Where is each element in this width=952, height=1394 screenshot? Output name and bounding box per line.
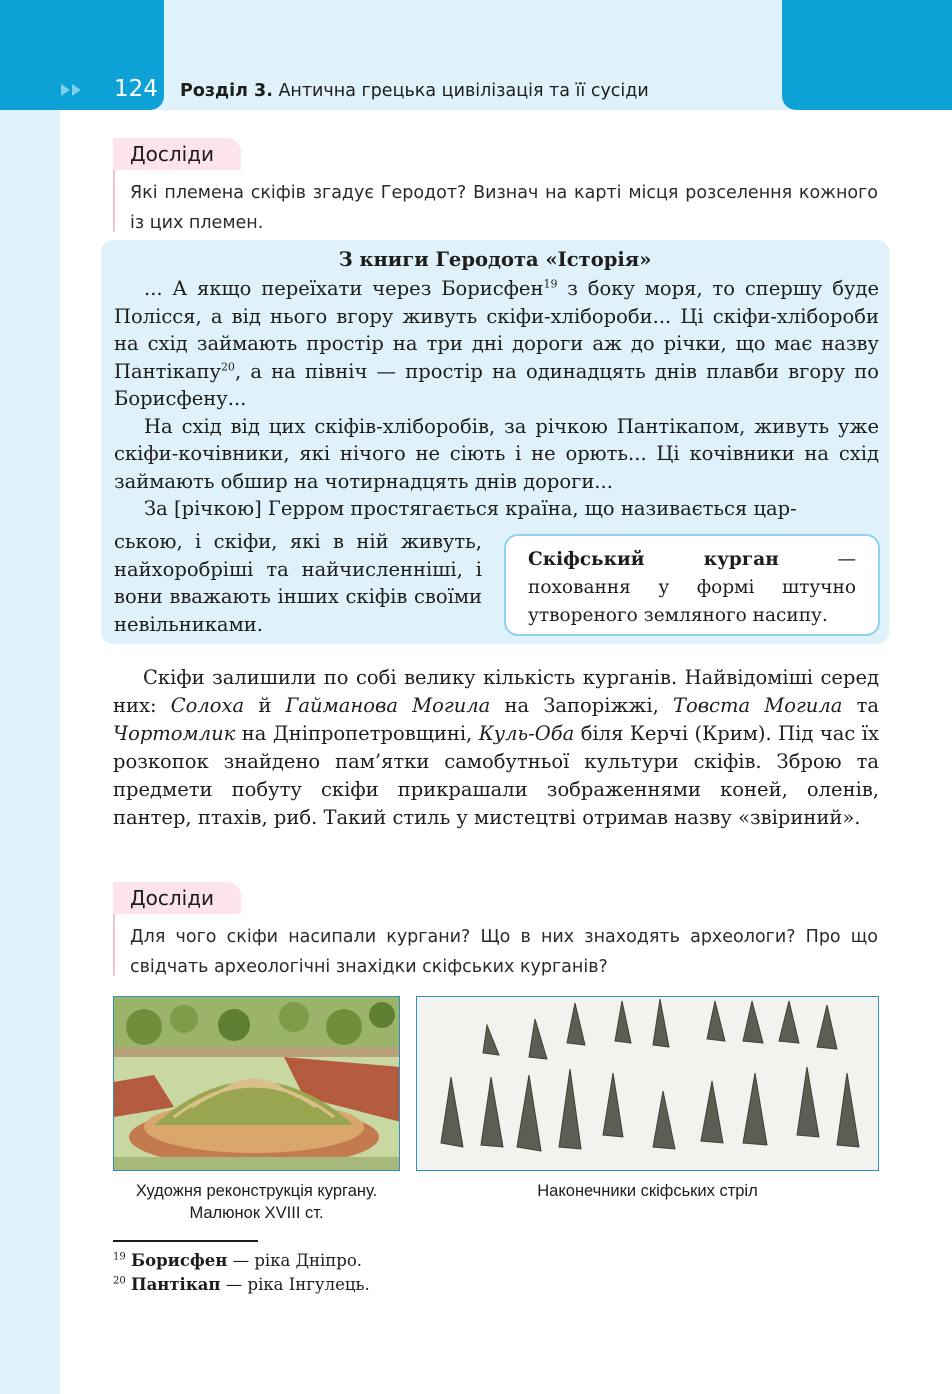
text-run: біля Керчі (Крим). Під час їх розкопок знайдено пам’ятки самобутньої культури скіфів. Зброю та предмети побуту скіфи прикрашали зображеннями коней, оленів, пантер, птахів, риб. Такий стиль у мистецтві отримав назву «звіриний». bbox=[113, 722, 879, 829]
footnote-number: 19 bbox=[113, 1251, 126, 1263]
footnote-number: 20 bbox=[113, 1275, 126, 1287]
page-number: 124 bbox=[114, 76, 158, 102]
caption-line: Малюнок XVIII ст. bbox=[189, 1204, 324, 1222]
section-title bbox=[180, 81, 649, 101]
research-question: Які племена скіфів згадує Геродот? Визнач на карті місця розселення кожного із цих племен. bbox=[130, 183, 878, 233]
text-run: й bbox=[244, 694, 286, 717]
arrowheads-drawing bbox=[417, 997, 879, 1171]
kurgan-name: Солоха bbox=[170, 694, 245, 717]
research-bar bbox=[113, 914, 115, 976]
kurgan-reconstruction-image bbox=[113, 996, 400, 1171]
header-tab-right bbox=[782, 0, 952, 110]
kurgan-name: Гайманова Могила bbox=[285, 694, 491, 717]
quote-paragraphs bbox=[114, 275, 879, 523]
footnote-text: — ріка Дніпро. bbox=[227, 1251, 363, 1270]
research-label: Досліди bbox=[113, 138, 241, 170]
footnote-ref: 19 bbox=[543, 277, 558, 291]
kurgan-name: Товста Могила bbox=[672, 694, 843, 717]
kurgan-drawing bbox=[114, 997, 400, 1171]
quote-text: ... А якщо переїхати через Борисфен bbox=[144, 277, 544, 300]
main-text bbox=[113, 664, 879, 832]
research-label: Досліди bbox=[113, 882, 241, 914]
quote-text: , а на північ — простір на одинадцять днів плавби вгору по Борисфену... bbox=[114, 359, 879, 410]
quote-paragraph-3a: За [річкою] Герром простягається країна, що називається цар- bbox=[144, 497, 797, 520]
text-run: на Дніпропетровщині, bbox=[235, 722, 479, 745]
herodotus-quote-box bbox=[101, 240, 889, 644]
kurgan-caption bbox=[113, 1180, 400, 1224]
kurgan-name: Чортомлик bbox=[113, 722, 236, 745]
footnote-ref: 20 bbox=[220, 360, 235, 373]
arrowheads-caption: Наконечники скіфських стріл bbox=[537, 1182, 758, 1200]
main-paragraph bbox=[113, 664, 879, 832]
definition-term: Скіфський курган bbox=[528, 549, 779, 570]
caption-line: Художня реконструкція кургану. bbox=[135, 1182, 378, 1200]
side-strip bbox=[0, 0, 60, 1394]
quote-paragraph-2: На схід від цих скіфів-хліборобів, за річкою Пантікапом, живуть уже скіфи-кочівники, які нічого не сіють і не орють... Ці кочівники на схід займають обшир на чотирнадцять днів дороги... bbox=[114, 414, 879, 493]
quote-paragraph-3b: ською, і скіфи, які в ній живуть, найхоробріші та найчисленніші, і вони вважають інших скіфів своїми невільниками. bbox=[114, 530, 482, 636]
research-question: Для чого скіфи насипали кургани? Що в них знаходять археологи? Про що свідчать археологічні знахідки скіфських курганів? bbox=[130, 927, 878, 977]
definition-text: — поховання у формі штучно утвореного земляного насипу. bbox=[528, 549, 856, 626]
footnote-term: Пантікап bbox=[130, 1275, 221, 1294]
research-card-1 bbox=[113, 138, 883, 234]
double-arrow-icon bbox=[60, 80, 84, 100]
kurgan-name: Куль-Оба bbox=[478, 722, 575, 745]
footnote-text: — ріка Інгулець. bbox=[220, 1275, 370, 1294]
arrowheads-image bbox=[416, 996, 879, 1171]
footnote-20 bbox=[113, 1274, 370, 1296]
section-label: Розділ 3. bbox=[180, 81, 273, 101]
quote-paragraph-1 bbox=[114, 275, 879, 413]
footnote-term: Борисфен bbox=[130, 1251, 228, 1270]
footnote-19 bbox=[113, 1250, 362, 1272]
text-run: Скіфи залишили по собі велику кількість курганів. Найвідоміші серед них: bbox=[113, 666, 879, 717]
research-bar bbox=[113, 170, 115, 232]
section-name: Антична грецька цивілізація та її сусіди bbox=[272, 81, 649, 101]
footnote-divider bbox=[113, 1240, 258, 1242]
definition-box bbox=[504, 534, 880, 636]
quote-title: З книги Геродота «Історія» bbox=[338, 248, 652, 271]
research-card-2 bbox=[113, 882, 883, 978]
text-run: на Запоріжжі, bbox=[490, 694, 673, 717]
quote-text: з боку моря, то спершу буде Полісся, а від нього вгору живуть скіфи-хлібороби... Ці скіфи-хлібороби на схід займають простір на три дні дороги аж до річки, що має назву Пантікапу bbox=[114, 277, 879, 383]
text-run: та bbox=[842, 694, 879, 717]
